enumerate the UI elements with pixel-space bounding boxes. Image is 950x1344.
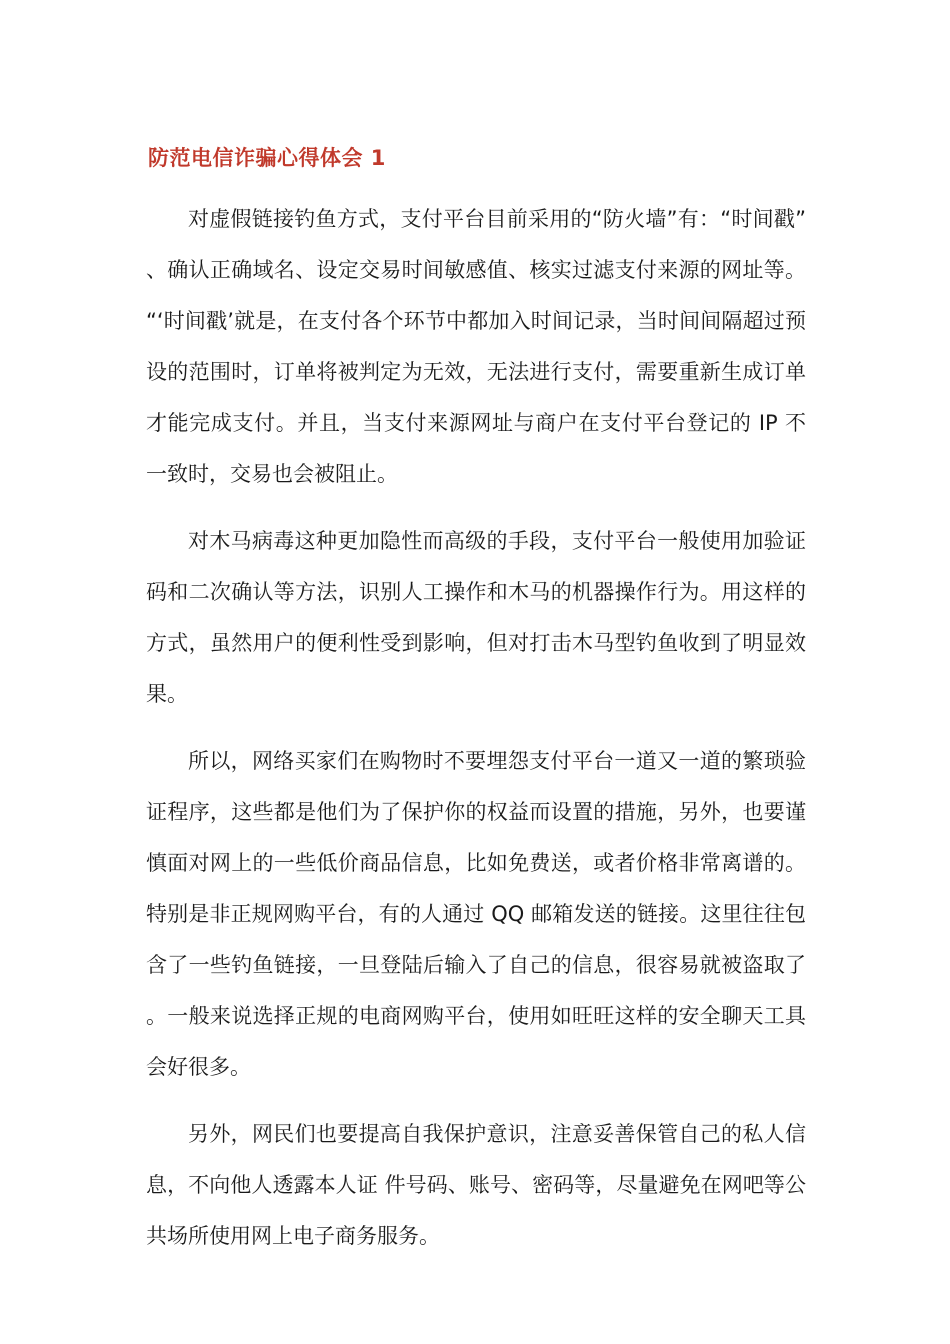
paragraph-3: 所以，网络买家们在购物时不要埋怨支付平台一道又一道的繁琐验证程序，这些都是他们为了保护你的权益而设置的措施，另外，也要谨慎面对网上的一些低价商品信息，比如免费送，或者价格非常离谱的。特别是非正规网购平台，有的人通过 QQ 邮箱发送的链接。这里往往包含了一些钓鱼链接，一旦登陆后输入了自己的信息，很容易就被盗取了。一般来说选择正规的电商网购平台，使用如旺旺这样的安全聊天工具会好很多。 bbox=[146, 749, 806, 1079]
paragraph-2: 对木马病毒这种更加隐性而高级的手段，支付平台一般使用加验证码和二次确认等方法，识别人工操作和木马的机器操作行为。用这样的方式，虽然用户的便利性受到影响，但对打击木马型钓鱼收到了明显效果。 bbox=[146, 529, 806, 706]
paragraph-1: 对虚假链接钓鱼方式，支付平台目前采用的“防火墙”有：“时间戳”、确认正确域名、设定交易时间敏感值、核实过滤支付来源的网址等。“‘时间戳’就是，在支付各个环节中都加入时间记录，当时间间隔超过预设的范围时，订单将被判定为无效，无法进行支付，需要重新生成订单才能完成支付。并且，当支付来源网址与商户在支付平台登记的 IP 不一致时，交易也会被阻止。 bbox=[146, 207, 806, 486]
paragraph-4: 另外，网民们也要提高自我保护意识，注意妥善保管自己的私人信息，不向他人透露本人证 件号码、账号、密码等，尽量避免在网吧等公共场所使用网上电子商务服务。 bbox=[146, 1122, 806, 1248]
document-body bbox=[146, 194, 806, 1278]
document-title: 防范电信诈骗心得体会 1 bbox=[148, 146, 386, 170]
